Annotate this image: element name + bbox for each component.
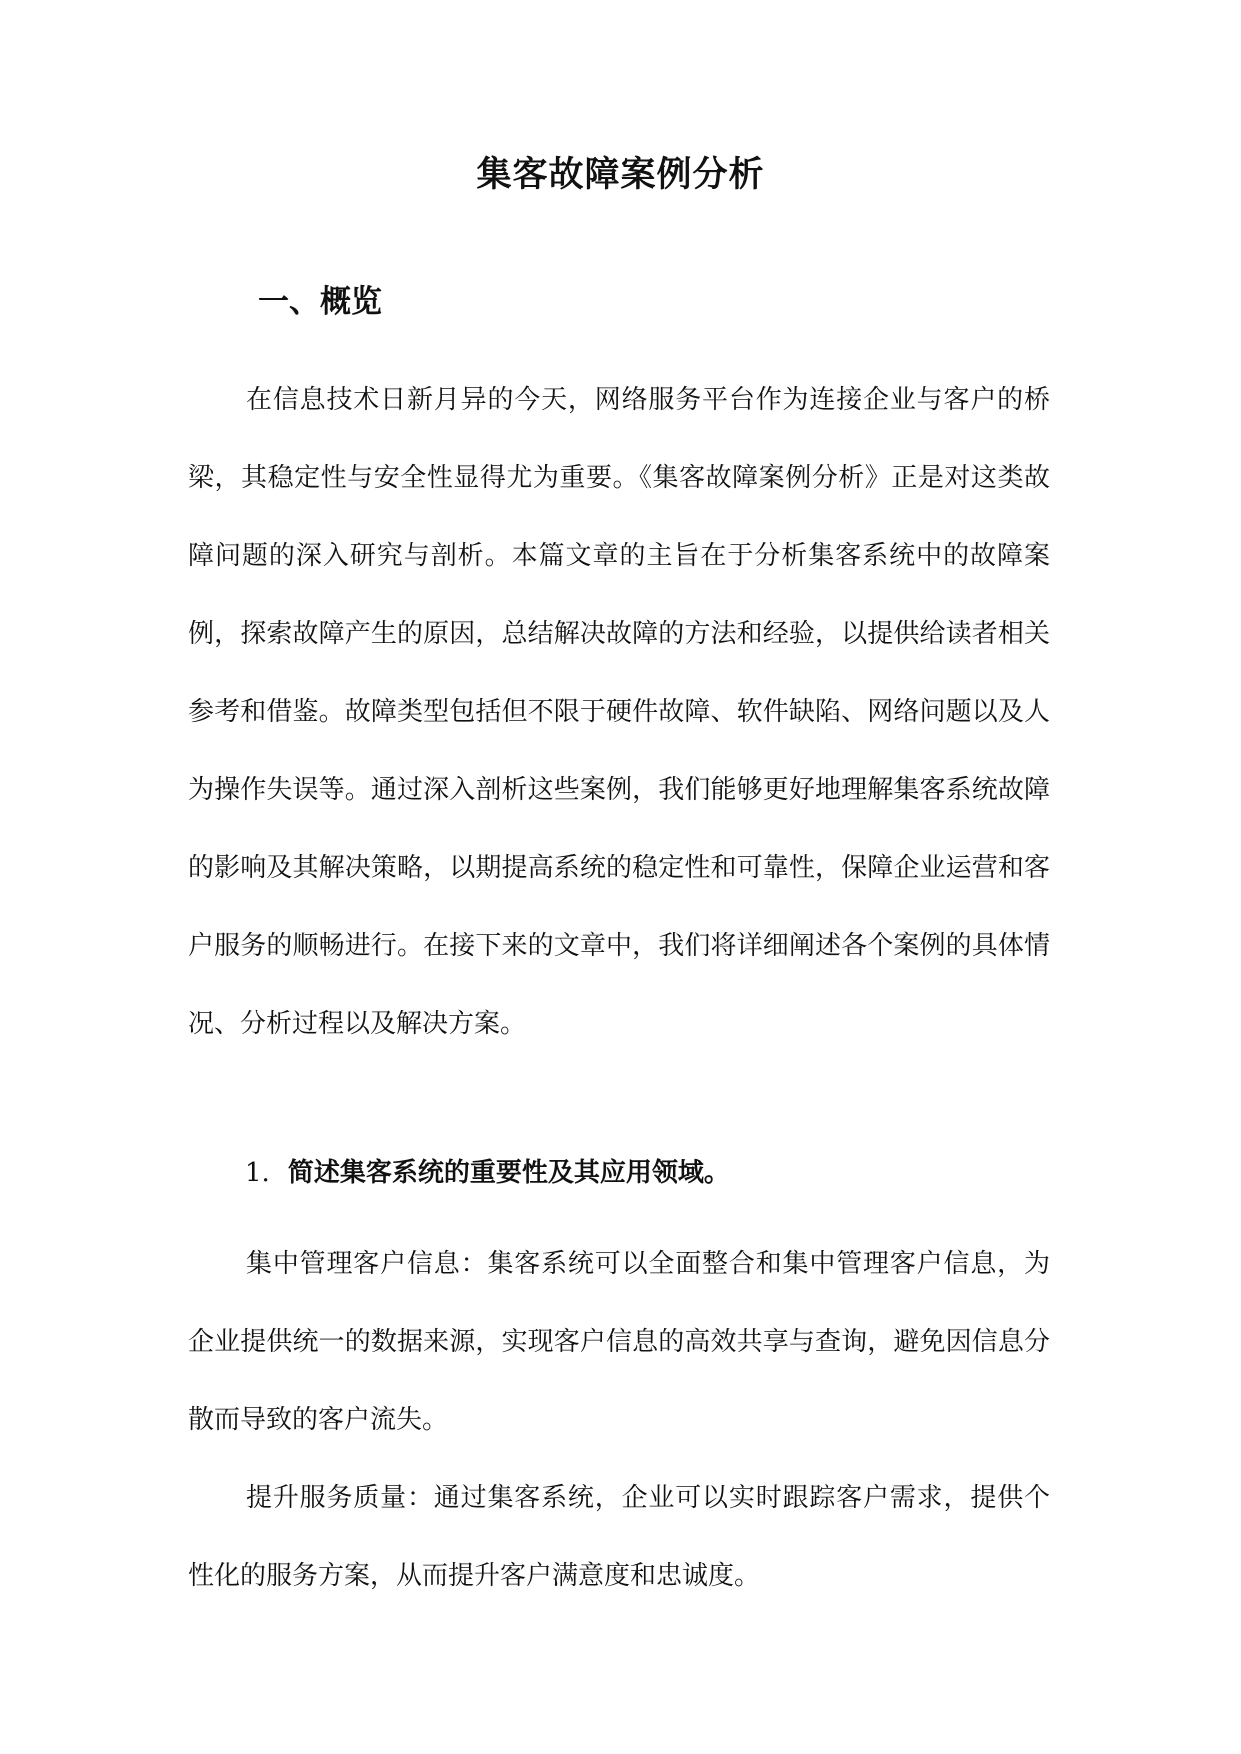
document-title: 集客故障案例分析 bbox=[476, 154, 765, 195]
subsection-number: 1. bbox=[245, 1158, 270, 1188]
paragraph-service-quality: 提升服务质量：通过集客系统，企业可以实时跟踪客户需求，提供个性化的服务方案，从而提升客户满意度和忠诚度。 bbox=[188, 1483, 1050, 1591]
subsection-heading bbox=[245, 1153, 730, 1193]
paragraph-customer-info: 集中管理客户信息：集客系统可以全面整合和集中管理客户信息，为企业提供统一的数据来源，实现客户信息的高效共享与查询，避免因信息分散而导致的客户流失。 bbox=[188, 1249, 1050, 1435]
overview-paragraph: 在信息技术日新月异的今天，网络服务平台作为连接企业与客户的桥梁，其稳定性与安全性显得尤为重要。《集客故障案例分析》正是对这类故障问题的深入研究与剖析。本篇文章的主旨在于分析集客系统中的故障案例，探索故障产生的原因，总结解决故障的方法和经验，以提供给读者相关参考和借鉴。故障类型包括但不限于硬件故障、软件缺陷、网络问题以及人为操作失误等。通过深入剖析这些案例，我们能够更好地理解集客系统故障的影响及其解决策略，以期提高系统的稳定性和可靠性，保障企业运营和客户服务的顺畅进行。在接下来的文章中，我们将详细阐述各个案例的具体情况、分析过程以及解决方案。 bbox=[188, 385, 1050, 1039]
section-heading-overview: 一、概览 bbox=[258, 284, 382, 320]
subsection-title: 简述集客系统的重要性及其应用领域。 bbox=[287, 1158, 730, 1188]
